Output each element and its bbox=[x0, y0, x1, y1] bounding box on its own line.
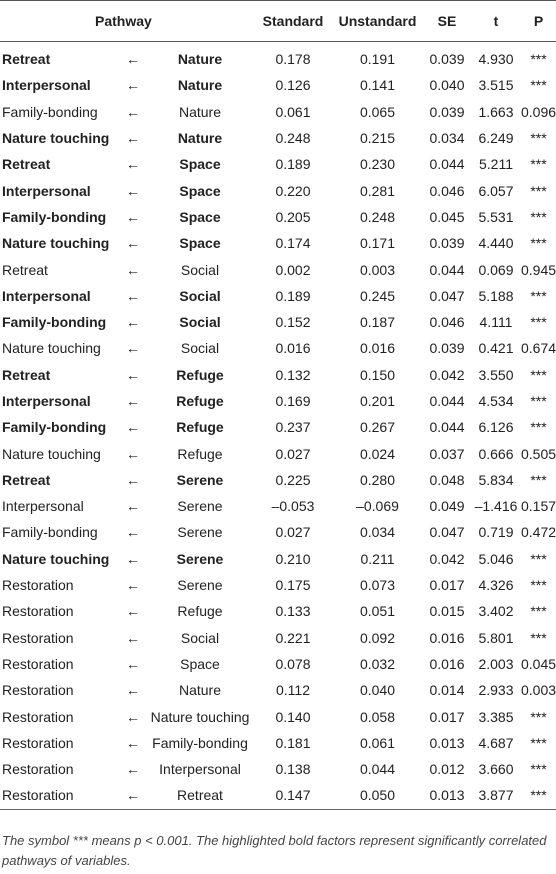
standard-value: 0.189 bbox=[275, 156, 311, 173]
standard-value: 0.133 bbox=[275, 603, 311, 620]
unstandard-value: 0.187 bbox=[359, 314, 396, 331]
unstandard-value: 0.150 bbox=[359, 366, 396, 383]
table-row bbox=[0, 756, 556, 782]
arrow-icon: ← bbox=[126, 287, 140, 304]
unstandard-value: 0.024 bbox=[359, 445, 396, 462]
table-row bbox=[0, 151, 556, 177]
pathway-predictor: Social bbox=[180, 340, 220, 357]
pathway-outcome: Restoration bbox=[2, 577, 74, 594]
t-value: 0.666 bbox=[478, 445, 514, 462]
se-value: 0.044 bbox=[429, 261, 465, 278]
p-value: *** bbox=[530, 51, 547, 68]
unstandard-value: 0.280 bbox=[359, 471, 396, 488]
header-pathway: Pathway bbox=[0, 1, 254, 42]
table-row bbox=[0, 572, 556, 598]
arrow-icon: ← bbox=[126, 734, 140, 751]
arrow-icon: ← bbox=[126, 340, 140, 357]
t-value: 5.801 bbox=[478, 629, 514, 646]
pathway-outcome: Family-bonding bbox=[2, 524, 98, 541]
standard-value: 0.237 bbox=[275, 419, 311, 436]
pathway-outcome: Nature touching bbox=[2, 445, 101, 462]
t-value: 0.719 bbox=[478, 524, 514, 541]
se-value: 0.044 bbox=[429, 419, 465, 436]
arrow-icon: ← bbox=[126, 366, 140, 383]
table-row bbox=[0, 598, 556, 624]
table-row bbox=[0, 677, 556, 703]
pathway-outcome: Restoration bbox=[2, 682, 74, 699]
unstandard-value: 0.211 bbox=[360, 550, 395, 567]
arrow-icon: ← bbox=[126, 445, 140, 462]
standard-value: 0.132 bbox=[275, 366, 311, 383]
p-value: *** bbox=[530, 734, 547, 751]
p-value: *** bbox=[530, 603, 547, 620]
arrow-icon: ← bbox=[126, 782, 146, 809]
unstandard-value: 0.051 bbox=[359, 603, 396, 620]
header-se: SE bbox=[423, 1, 471, 42]
table-row bbox=[0, 546, 556, 572]
table-row bbox=[0, 625, 556, 651]
se-value: 0.039 bbox=[429, 103, 465, 120]
pathway-outcome: Interpersonal bbox=[2, 77, 91, 94]
arrow-icon: ← bbox=[126, 655, 140, 672]
standard-value: 0.221 bbox=[275, 629, 311, 646]
unstandard-value: 0.230 bbox=[359, 156, 396, 173]
unstandard-value: 0.281 bbox=[359, 182, 396, 199]
se-value: 0.042 bbox=[429, 550, 465, 567]
unstandard-value: 0.267 bbox=[359, 419, 396, 436]
pathway-outcome: Retreat bbox=[2, 156, 51, 173]
pathway-predictor: Family-bonding bbox=[152, 734, 248, 751]
unstandard-value: 0.065 bbox=[359, 103, 396, 120]
pathway-outcome: Interpersonal bbox=[2, 287, 91, 304]
header-t: t bbox=[471, 1, 521, 42]
pathway-outcome: Nature touching bbox=[2, 235, 110, 252]
standard-value: 0.220 bbox=[275, 182, 311, 199]
table-row bbox=[0, 42, 556, 73]
standard-value: 0.174 bbox=[275, 235, 311, 252]
t-value: –1.416 bbox=[474, 498, 518, 515]
se-value: 0.047 bbox=[429, 287, 465, 304]
p-value: *** bbox=[530, 314, 547, 331]
p-value: *** bbox=[530, 471, 547, 488]
t-value: 5.188 bbox=[478, 287, 514, 304]
p-value: 0.945 bbox=[521, 261, 556, 278]
unstandard-value: 0.248 bbox=[359, 208, 396, 225]
arrow-icon: ← bbox=[126, 761, 140, 778]
pathway-outcome: Family-bonding bbox=[2, 208, 107, 225]
table-row bbox=[0, 99, 556, 125]
standard-value: 0.248 bbox=[275, 130, 311, 147]
standard-value: 0.138 bbox=[275, 761, 311, 778]
standard-value: 0.078 bbox=[275, 655, 311, 672]
table-footnote: The symbol *** means p < 0.001. The highlighted bold factors represent significantly correlated pathways of variables. bbox=[2, 833, 547, 868]
p-value: *** bbox=[530, 393, 547, 409]
t-value: 5.834 bbox=[478, 471, 514, 488]
unstandard-value: 0.061 bbox=[359, 734, 396, 751]
p-value: *** bbox=[530, 156, 547, 173]
unstandard-value: 0.058 bbox=[359, 708, 396, 725]
se-value: 0.034 bbox=[429, 130, 465, 147]
t-value: 0.069 bbox=[478, 261, 514, 278]
standard-value: 0.189 bbox=[275, 287, 311, 304]
table-row bbox=[0, 703, 556, 729]
t-value: 3.515 bbox=[478, 77, 514, 94]
pathway-predictor: Serene bbox=[177, 577, 223, 594]
se-value: 0.017 bbox=[429, 708, 465, 725]
standard-value: 0.152 bbox=[275, 314, 311, 331]
p-value: 0.096 bbox=[521, 103, 556, 120]
table-row bbox=[0, 177, 556, 203]
unstandard-value: 0.050 bbox=[332, 782, 423, 809]
pathway-predictor: Nature bbox=[177, 77, 223, 94]
t-value: 3.385 bbox=[478, 708, 514, 725]
pathway-predictor: Serene bbox=[177, 498, 223, 515]
pathway-predictor: Space bbox=[179, 156, 221, 173]
p-value: *** bbox=[530, 577, 547, 594]
arrow-icon: ← bbox=[126, 708, 140, 725]
unstandard-value: 0.032 bbox=[359, 655, 396, 672]
se-value: 0.044 bbox=[429, 156, 465, 173]
se-value: 0.037 bbox=[429, 445, 465, 462]
unstandard-value: 0.245 bbox=[359, 287, 396, 304]
pathway-predictor: Space bbox=[179, 235, 221, 252]
pathway-predictor: Nature bbox=[178, 103, 222, 120]
p-value: *** bbox=[530, 130, 547, 147]
arrow-icon: ← bbox=[126, 208, 140, 225]
p-value: *** bbox=[530, 366, 547, 383]
pathway-outcome: Retreat bbox=[2, 471, 51, 488]
pathway-predictor: Refuge bbox=[176, 419, 224, 436]
standard-value: 0.027 bbox=[275, 524, 311, 541]
arrow-icon: ← bbox=[126, 130, 140, 147]
standard-value: 0.169 bbox=[275, 393, 311, 409]
standard-value: 0.181 bbox=[275, 734, 311, 751]
standard-value: 0.175 bbox=[275, 577, 311, 594]
t-value: 3.550 bbox=[478, 366, 514, 383]
standard-value: 0.140 bbox=[275, 708, 311, 725]
pathway-predictor: Serene bbox=[177, 524, 223, 541]
table-row bbox=[0, 414, 556, 440]
table-row bbox=[0, 362, 556, 388]
table-row bbox=[0, 493, 556, 519]
pathway-outcome: Family-bonding bbox=[2, 103, 98, 120]
se-value: 0.044 bbox=[429, 393, 465, 409]
pathway-outcome: Restoration bbox=[2, 761, 74, 778]
standard-value: 0.112 bbox=[276, 682, 310, 699]
arrow-icon: ← bbox=[126, 682, 140, 699]
table-row bbox=[0, 283, 556, 309]
t-value: 2.933 bbox=[478, 682, 514, 699]
pathway-outcome: Restoration bbox=[2, 708, 74, 725]
p-value: 0.472 bbox=[521, 524, 556, 541]
pathway-outcome: Restoration bbox=[2, 603, 74, 620]
standard-value: 0.178 bbox=[275, 51, 311, 68]
se-value: 0.045 bbox=[429, 208, 465, 225]
arrow-icon: ← bbox=[126, 51, 140, 68]
se-value: 0.042 bbox=[429, 366, 465, 383]
pathway-predictor: Nature bbox=[178, 682, 222, 699]
pathway-outcome: Family-bonding bbox=[2, 419, 107, 436]
unstandard-value: 0.141 bbox=[359, 77, 396, 94]
standard-value: 0.002 bbox=[275, 261, 311, 278]
se-value: 0.040 bbox=[429, 77, 465, 94]
pathway-predictor: Retreat bbox=[146, 782, 254, 809]
p-value: *** bbox=[530, 287, 547, 304]
t-value: 4.326 bbox=[478, 577, 514, 594]
pathway-predictor: Social bbox=[179, 287, 221, 304]
standard-value: 0.126 bbox=[275, 77, 311, 94]
pathway-outcome: Interpersonal bbox=[2, 182, 91, 199]
p-value: *** bbox=[530, 77, 547, 94]
p-value: 0.157 bbox=[521, 498, 556, 515]
unstandard-value: 0.092 bbox=[359, 629, 396, 646]
arrow-icon: ← bbox=[126, 524, 140, 541]
standard-value: 0.061 bbox=[275, 103, 311, 120]
arrow-icon: ← bbox=[126, 603, 140, 620]
t-value: 6.126 bbox=[478, 419, 514, 436]
t-value: 3.877 bbox=[471, 782, 521, 809]
t-value: 4.440 bbox=[478, 235, 514, 252]
pathway-outcome: Nature touching bbox=[2, 550, 110, 567]
pathway-predictor: Space bbox=[180, 655, 220, 672]
unstandard-value: 0.171 bbox=[359, 235, 396, 252]
unstandard-value: 0.215 bbox=[359, 130, 396, 147]
se-value: 0.013 bbox=[423, 782, 471, 809]
header-standard: Standard bbox=[254, 1, 332, 42]
pathway-predictor: Refuge bbox=[177, 445, 223, 462]
se-value: 0.046 bbox=[429, 314, 465, 331]
t-value: 5.531 bbox=[478, 208, 514, 225]
t-value: 6.057 bbox=[478, 182, 514, 199]
se-value: 0.039 bbox=[429, 235, 465, 252]
standard-value: 0.210 bbox=[275, 550, 311, 567]
t-value: 0.421 bbox=[478, 340, 514, 357]
arrow-icon: ← bbox=[126, 629, 140, 646]
unstandard-value: 0.191 bbox=[359, 51, 396, 68]
table-row bbox=[0, 309, 556, 335]
unstandard-value: 0.044 bbox=[359, 761, 396, 778]
standard-value: 0.205 bbox=[275, 208, 311, 225]
table-body bbox=[0, 42, 556, 810]
se-value: 0.047 bbox=[429, 524, 465, 541]
table-row bbox=[0, 256, 556, 282]
pathway-predictor: Nature bbox=[177, 130, 223, 147]
se-value: 0.012 bbox=[429, 761, 465, 778]
arrow-icon: ← bbox=[126, 314, 140, 331]
t-value: 5.046 bbox=[478, 550, 514, 567]
pathway-outcome: Retreat bbox=[2, 366, 51, 383]
header-unstandard: Unstandard bbox=[332, 1, 423, 42]
t-value: 4.111 bbox=[479, 314, 513, 331]
se-value: 0.013 bbox=[429, 734, 465, 751]
unstandard-value: –0.069 bbox=[356, 498, 399, 515]
t-value: 4.687 bbox=[478, 734, 514, 751]
se-value: 0.015 bbox=[429, 603, 465, 620]
se-value: 0.046 bbox=[429, 182, 465, 199]
pathway-outcome: Restoration bbox=[0, 782, 126, 809]
t-value: 4.930 bbox=[478, 51, 514, 68]
arrow-icon: ← bbox=[126, 261, 140, 278]
table-row bbox=[0, 125, 556, 151]
pathway-outcome: Nature touching bbox=[2, 130, 110, 147]
pathway-outcome: Nature touching bbox=[2, 340, 101, 357]
pathway-outcome: Restoration bbox=[2, 629, 74, 646]
arrow-icon: ← bbox=[126, 182, 140, 199]
arrow-icon: ← bbox=[126, 103, 140, 120]
standard-value: 0.027 bbox=[275, 445, 311, 462]
table-row bbox=[0, 440, 556, 466]
table-row bbox=[0, 519, 556, 545]
arrow-icon: ← bbox=[126, 550, 140, 567]
standard-value: 0.147 bbox=[254, 782, 332, 809]
se-value: 0.016 bbox=[429, 629, 465, 646]
arrow-icon: ← bbox=[126, 498, 140, 515]
unstandard-value: 0.073 bbox=[359, 577, 396, 594]
arrow-icon: ← bbox=[126, 156, 140, 173]
se-value: 0.039 bbox=[429, 51, 465, 68]
se-value: 0.017 bbox=[429, 577, 465, 594]
header-p: P bbox=[521, 1, 556, 42]
pathway-outcome: Restoration bbox=[2, 734, 74, 751]
p-value: *** bbox=[530, 419, 547, 436]
pathway-predictor: Refuge bbox=[177, 603, 223, 620]
p-value: *** bbox=[530, 208, 547, 225]
table-row bbox=[0, 388, 556, 414]
se-value: 0.048 bbox=[429, 471, 465, 488]
table-row bbox=[0, 467, 556, 493]
pathway-predictor: Social bbox=[180, 629, 220, 646]
p-value: 0.003 bbox=[521, 682, 556, 699]
pathway-predictor: Social bbox=[179, 314, 221, 331]
pathway-predictor: Serene bbox=[176, 550, 224, 567]
pathway-predictor: Interpersonal bbox=[159, 761, 241, 778]
pathway-outcome: Interpersonal bbox=[2, 393, 91, 409]
t-value: 3.660 bbox=[478, 761, 514, 778]
p-value: *** bbox=[530, 550, 547, 567]
standard-value: 0.016 bbox=[275, 340, 311, 357]
unstandard-value: 0.040 bbox=[359, 682, 396, 699]
table-row bbox=[0, 72, 556, 98]
se-value: 0.016 bbox=[429, 655, 465, 672]
arrow-icon: ← bbox=[126, 419, 140, 436]
unstandard-value: 0.003 bbox=[359, 261, 396, 278]
se-value: 0.039 bbox=[429, 340, 465, 357]
pathway-predictor: Social bbox=[180, 261, 220, 278]
arrow-icon: ← bbox=[126, 471, 140, 488]
unstandard-value: 0.201 bbox=[359, 393, 396, 409]
table-row bbox=[0, 730, 556, 756]
t-value: 6.249 bbox=[478, 130, 514, 147]
unstandard-value: 0.034 bbox=[359, 524, 396, 541]
table-row bbox=[0, 651, 556, 677]
t-value: 4.534 bbox=[478, 393, 514, 409]
arrow-icon: ← bbox=[126, 577, 140, 594]
arrow-icon: ← bbox=[126, 393, 140, 409]
pathway-predictor: Refuge bbox=[176, 393, 224, 409]
pathway-predictor: Refuge bbox=[176, 366, 224, 383]
standard-value: 0.225 bbox=[275, 471, 311, 488]
p-value: *** bbox=[521, 782, 556, 809]
pathway-outcome: Retreat bbox=[2, 51, 51, 68]
table-header bbox=[0, 1, 556, 42]
arrow-icon: ← bbox=[126, 77, 140, 94]
pathway-outcome: Interpersonal bbox=[2, 498, 84, 515]
p-value: 0.674 bbox=[521, 340, 556, 357]
p-value: *** bbox=[530, 182, 547, 199]
p-value: *** bbox=[530, 235, 547, 252]
p-value: *** bbox=[530, 761, 547, 778]
table-row bbox=[0, 335, 556, 361]
pathway-predictor: Nature touching bbox=[150, 708, 250, 725]
t-value: 3.402 bbox=[478, 603, 514, 620]
table-row bbox=[0, 204, 556, 230]
p-value: *** bbox=[530, 708, 547, 725]
table-row bbox=[0, 230, 556, 256]
pathway-predictor: Space bbox=[179, 208, 221, 225]
t-value: 2.003 bbox=[478, 655, 514, 672]
p-value: *** bbox=[530, 629, 547, 646]
pathway-outcome: Restoration bbox=[2, 655, 74, 672]
pathway-predictor: Serene bbox=[176, 471, 224, 488]
se-value: 0.014 bbox=[429, 682, 465, 699]
pathway-predictor: Nature bbox=[177, 51, 223, 68]
p-value: 0.045 bbox=[521, 655, 556, 672]
se-value: 0.049 bbox=[429, 498, 465, 515]
pathway-predictor: Space bbox=[179, 182, 221, 199]
pathway-outcome: Retreat bbox=[2, 261, 48, 278]
t-value: 5.211 bbox=[479, 156, 513, 173]
unstandard-value: 0.016 bbox=[359, 340, 396, 357]
t-value: 1.663 bbox=[478, 103, 514, 120]
standard-value: –0.053 bbox=[271, 498, 315, 515]
pathway-outcome: Family-bonding bbox=[2, 314, 107, 331]
table-row bbox=[0, 782, 556, 809]
p-value: 0.505 bbox=[521, 445, 556, 462]
arrow-icon: ← bbox=[126, 235, 140, 252]
